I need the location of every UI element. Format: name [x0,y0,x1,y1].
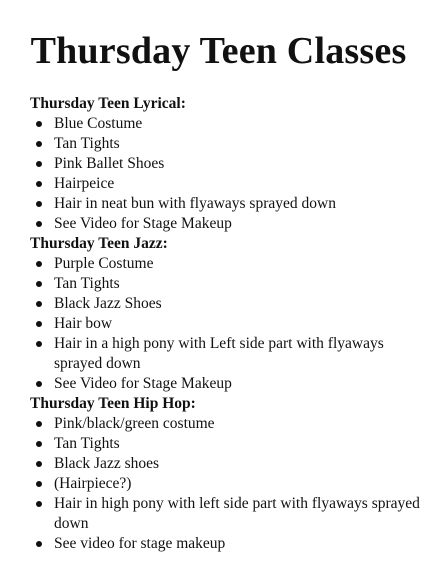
list-item [30,334,422,374]
item-text: Hair in a high pony with Left side part with flyaways sprayed down [54,335,384,372]
section-heading: Thursday Teen Jazz: [30,235,168,252]
item-text: Purple Costume [54,255,154,272]
list-item [30,434,422,454]
list-item [30,254,422,274]
item-text: See video for stage makeup [54,535,226,552]
section-heading: Thursday Teen Lyrical: [30,95,186,112]
item-text: Hair in neat bun with flyaways sprayed down [54,195,336,212]
section-lyrical [30,94,422,234]
list-item [30,454,422,474]
bullet-icon [36,541,42,547]
item-list [30,254,422,394]
bullet-icon [36,281,42,287]
bullet-icon [36,201,42,207]
bullet-icon [36,161,42,167]
bullet-icon [36,221,42,227]
list-item [30,194,422,214]
bullet-icon [36,501,42,507]
list-item [30,214,422,234]
item-text: Blue Costume [54,115,143,132]
list-item [30,294,422,314]
list-item [30,314,422,334]
list-item [30,374,422,394]
list-item [30,534,422,554]
item-text: (Hairpiece?) [54,475,132,492]
bullet-icon [36,141,42,147]
page-title: Thursday Teen Classes [30,30,407,72]
list-item [30,494,422,534]
list-item [30,134,422,154]
bullet-icon [36,421,42,427]
bullet-icon [36,261,42,267]
list-item [30,414,422,434]
class-list [30,94,422,554]
item-text: See Video for Stage Makeup [54,375,232,392]
list-item [30,174,422,194]
item-text: Black Jazz shoes [54,455,160,472]
item-text: Tan Tights [54,275,120,292]
bullet-icon [36,301,42,307]
bullet-icon [36,121,42,127]
item-text: Hair in high pony with left side part with flyaways sprayed down [54,495,420,532]
list-item [30,274,422,294]
item-text: Tan Tights [54,135,120,152]
item-list [30,414,422,554]
list-item [30,154,422,174]
list-item [30,474,422,494]
section-hip-hop [30,394,422,554]
item-text: See Video for Stage Makeup [54,215,232,232]
item-text: Tan Tights [54,435,120,452]
bullet-icon [36,481,42,487]
bullet-icon [36,441,42,447]
item-text: Hair bow [54,315,113,332]
item-text: Pink/black/green costume [54,415,215,432]
item-text: Hairpeice [54,175,115,192]
list-item [30,114,422,134]
bullet-icon [36,461,42,467]
bullet-icon [36,341,42,347]
section-jazz [30,234,422,394]
item-text: Pink Ballet Shoes [54,155,165,172]
bullet-icon [36,321,42,327]
item-text: Black Jazz Shoes [54,295,162,312]
section-heading: Thursday Teen Hip Hop: [30,395,196,412]
bullet-icon [36,181,42,187]
bullet-icon [36,381,42,387]
item-list [30,114,422,234]
